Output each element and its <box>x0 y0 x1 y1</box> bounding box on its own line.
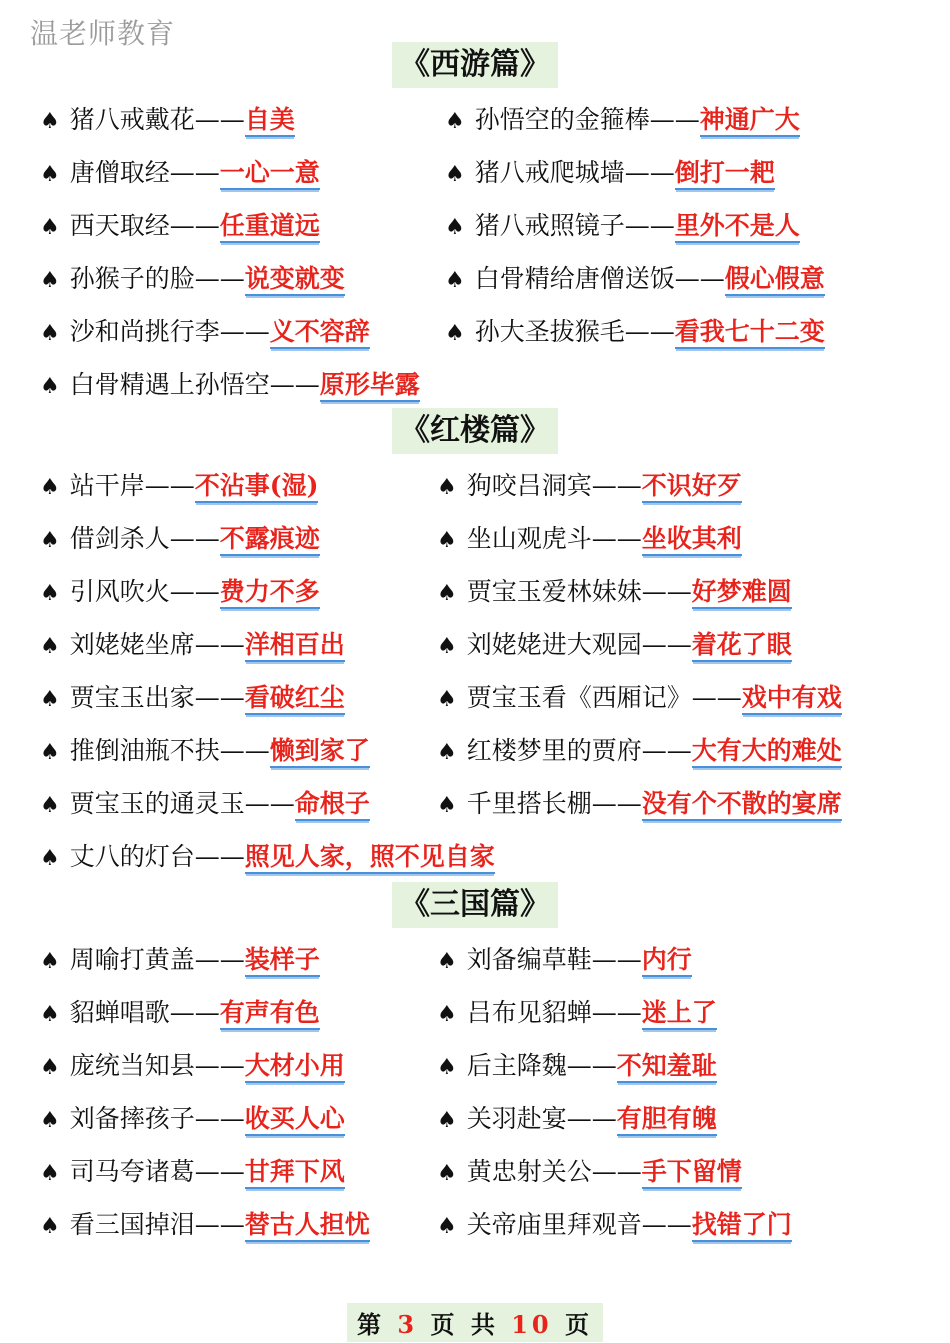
spade-icon: ♠ <box>40 1002 60 1027</box>
spade-icon: ♠ <box>40 740 60 765</box>
spade-icon: ♠ <box>437 1161 457 1186</box>
proverb-item <box>40 1152 345 1205</box>
proverb-phrase: 看三国掉泪—— <box>69 1210 245 1239</box>
proverb-answer: 找错了门 <box>692 1210 792 1242</box>
proverb-item <box>40 519 320 572</box>
proverb-answer: 原形毕露 <box>320 370 420 402</box>
proverb-answer: 神通广大 <box>700 105 800 137</box>
proverb-phrase: 引风吹火—— <box>69 577 220 606</box>
proverb-answer: 不知羞耻 <box>617 1051 717 1083</box>
proverb-phrase: 猪八戒照镜子—— <box>474 211 675 240</box>
proverb-phrase: 周喻打黄盖—— <box>69 945 245 974</box>
proverb-phrase: 关帝庙里拜观音—— <box>466 1210 692 1239</box>
proverb-item <box>40 625 345 678</box>
section-title-text: 《三国篇》 <box>392 882 558 928</box>
proverb-item <box>437 678 842 731</box>
spade-icon: ♠ <box>40 1161 60 1186</box>
proverb-answer: 有胆有魄 <box>617 1104 717 1136</box>
proverb-item <box>445 312 825 365</box>
proverb-phrase: 唐僧取经—— <box>69 158 220 187</box>
proverb-item <box>437 625 792 678</box>
spade-icon: ♠ <box>437 528 457 553</box>
proverb-answer: 不识好歹 <box>642 471 742 503</box>
proverb-item <box>40 312 370 365</box>
spade-icon: ♠ <box>40 321 60 346</box>
proverb-phrase: 关羽赴宴—— <box>466 1104 617 1133</box>
proverb-answer: 不露痕迹 <box>220 524 320 556</box>
spade-icon: ♠ <box>40 846 60 871</box>
proverb-phrase: 孙悟空的金箍棒—— <box>474 105 700 134</box>
proverb-item <box>40 153 320 206</box>
section-title <box>0 882 950 934</box>
spade-icon: ♠ <box>40 1214 60 1239</box>
proverb-item <box>437 519 742 572</box>
spade-icon: ♠ <box>40 374 60 399</box>
proverb-phrase: 黄忠射关公—— <box>466 1157 642 1186</box>
proverb-phrase: 站干岸—— <box>69 471 195 500</box>
proverb-answer: 手下留情 <box>642 1157 742 1189</box>
proverb-answer: 自美 <box>245 105 295 137</box>
proverb-phrase: 刘备编草鞋—— <box>466 945 642 974</box>
proverb-phrase: 西天取经—— <box>69 211 220 240</box>
proverb-item <box>40 678 345 731</box>
proverb-phrase: 红楼梦里的贾府—— <box>466 736 692 765</box>
page-footer <box>0 1303 950 1342</box>
proverb-answer: 任重道远 <box>220 211 320 243</box>
proverb-item <box>445 259 825 312</box>
proverb-answer: 大有大的难处 <box>692 736 842 768</box>
proverb-row <box>0 519 950 572</box>
proverb-phrase: 狗咬吕洞宾—— <box>466 471 642 500</box>
proverb-phrase: 孙猴子的脸—— <box>69 264 245 293</box>
proverb-item <box>445 153 775 206</box>
proverb-phrase: 刘姥姥进大观园—— <box>466 630 692 659</box>
proverb-row <box>0 1046 950 1099</box>
proverb-item <box>40 1099 345 1152</box>
proverb-answer: 不沾事(湿) <box>195 471 319 503</box>
proverb-phrase: 庞统当知县—— <box>69 1051 245 1080</box>
section-title <box>0 408 950 460</box>
proverb-answer: 说变就变 <box>245 264 345 296</box>
proverb-item <box>40 731 370 784</box>
proverb-phrase: 猪八戒戴花—— <box>69 105 245 134</box>
proverb-answer: 迷上了 <box>642 998 717 1030</box>
proverb-answer: 里外不是人 <box>675 211 800 243</box>
spade-icon: ♠ <box>437 634 457 659</box>
proverb-answer: 义不容辞 <box>270 317 370 349</box>
spade-icon: ♠ <box>40 475 60 500</box>
spade-icon: ♠ <box>445 268 465 293</box>
proverb-answer: 着花了眼 <box>692 630 792 662</box>
spade-icon: ♠ <box>445 321 465 346</box>
spade-icon: ♠ <box>437 1055 457 1080</box>
spade-icon: ♠ <box>40 634 60 659</box>
spade-icon: ♠ <box>40 581 60 606</box>
section-title-text: 《西游篇》 <box>392 42 558 88</box>
spade-icon: ♠ <box>437 1214 457 1239</box>
proverb-item <box>437 1205 792 1258</box>
proverb-answer: 有声有色 <box>220 998 320 1030</box>
proverb-answer: 收买人心 <box>245 1104 345 1136</box>
proverb-item <box>40 259 345 312</box>
proverb-row <box>0 1099 950 1152</box>
proverb-row <box>0 784 950 837</box>
proverb-row <box>0 1152 950 1205</box>
proverb-answer: 装样子 <box>245 945 320 977</box>
proverb-row <box>0 731 950 784</box>
spade-icon: ♠ <box>437 581 457 606</box>
proverb-phrase: 白骨精遇上孙悟空—— <box>69 370 320 399</box>
spade-icon: ♠ <box>40 109 60 134</box>
proverb-phrase: 贾宝玉出家—— <box>69 683 245 712</box>
proverb-answer: 倒打一耙 <box>675 158 775 190</box>
watermark: 温老师教育 <box>30 17 176 50</box>
proverb-item <box>437 993 717 1046</box>
proverb-row <box>0 625 950 678</box>
section-title-text: 《红楼篇》 <box>392 408 558 454</box>
proverb-phrase: 借剑杀人—— <box>69 524 220 553</box>
proverb-row <box>0 206 950 259</box>
proverb-answer: 费力不多 <box>220 577 320 609</box>
section-title <box>0 42 950 94</box>
proverb-row <box>0 572 950 625</box>
proverb-phrase: 沙和尚挑行李—— <box>69 317 270 346</box>
proverb-phrase: 貂蝉唱歌—— <box>69 998 220 1027</box>
proverb-item <box>437 940 692 993</box>
proverb-row <box>0 993 950 1046</box>
total-pages: 10 <box>511 1310 553 1339</box>
proverb-row <box>0 466 950 519</box>
proverb-answer: 坐收其利 <box>642 524 742 556</box>
spade-icon: ♠ <box>437 475 457 500</box>
spade-icon: ♠ <box>437 740 457 765</box>
proverb-item <box>40 784 370 837</box>
proverb-phrase: 司马夸诸葛—— <box>69 1157 245 1186</box>
proverb-answer: 假心假意 <box>725 264 825 296</box>
proverb-phrase: 千里搭长棚—— <box>466 789 642 818</box>
spade-icon: ♠ <box>437 793 457 818</box>
current-page: 3 <box>397 1310 419 1339</box>
proverb-item <box>437 572 792 625</box>
proverb-item <box>40 572 320 625</box>
proverb-item <box>437 1099 717 1152</box>
proverb-item <box>40 466 318 519</box>
proverb-item <box>437 1152 742 1205</box>
proverb-item <box>40 206 320 259</box>
proverb-row <box>0 153 950 206</box>
proverb-phrase: 推倒油瓶不扶—— <box>69 736 270 765</box>
proverb-item <box>40 100 295 153</box>
proverb-answer: 好梦难圆 <box>692 577 792 609</box>
proverb-phrase: 白骨精给唐僧送饭—— <box>474 264 725 293</box>
spade-icon: ♠ <box>40 687 60 712</box>
proverb-phrase: 丈八的灯台—— <box>69 842 245 871</box>
proverb-phrase: 贾宝玉爱林妹妹—— <box>466 577 692 606</box>
proverb-item <box>40 1205 370 1258</box>
proverb-answer: 看我七十二变 <box>675 317 825 349</box>
spade-icon: ♠ <box>40 528 60 553</box>
proverb-phrase: 刘姥姥坐席—— <box>69 630 245 659</box>
spade-icon: ♠ <box>437 1002 457 1027</box>
spade-icon: ♠ <box>40 1055 60 1080</box>
footer-suffix: 页 <box>564 1310 593 1339</box>
proverb-item <box>445 100 800 153</box>
proverb-answer: 甘拜下风 <box>245 1157 345 1189</box>
proverb-item <box>40 940 320 993</box>
proverb-phrase: 猪八戒爬城墙—— <box>474 158 675 187</box>
proverb-answer: 内行 <box>642 945 692 977</box>
proverb-item <box>437 784 842 837</box>
spade-icon: ♠ <box>437 1108 457 1133</box>
spade-icon: ♠ <box>40 1108 60 1133</box>
page-indicator <box>347 1303 603 1342</box>
proverb-answer: 一心一意 <box>220 158 320 190</box>
proverb-phrase: 贾宝玉的通灵玉—— <box>69 789 295 818</box>
spade-icon: ♠ <box>445 162 465 187</box>
spade-icon: ♠ <box>445 215 465 240</box>
proverb-item <box>437 1046 717 1099</box>
footer-middle: 页 共 <box>430 1310 499 1339</box>
proverb-phrase: 坐山观虎斗—— <box>466 524 642 553</box>
spade-icon: ♠ <box>40 793 60 818</box>
proverb-row <box>0 312 950 365</box>
proverb-row <box>0 100 950 153</box>
proverb-answer: 照见人家，照不见自家 <box>245 842 495 874</box>
proverb-answer: 洋相百出 <box>245 630 345 662</box>
proverb-phrase: 贾宝玉看《西厢记》—— <box>466 683 742 712</box>
proverb-item <box>437 731 842 784</box>
proverb-answer: 大材小用 <box>245 1051 345 1083</box>
proverb-answer: 懒到家了 <box>270 736 370 768</box>
spade-icon: ♠ <box>437 687 457 712</box>
proverb-phrase: 孙大圣拔猴毛—— <box>474 317 675 346</box>
proverb-answer: 看破红尘 <box>245 683 345 715</box>
proverb-phrase: 吕布见貂蝉—— <box>466 998 642 1027</box>
proverb-row <box>0 259 950 312</box>
proverb-phrase: 刘备摔孩子—— <box>69 1104 245 1133</box>
footer-prefix: 第 <box>357 1310 386 1339</box>
proverb-row <box>0 1205 950 1258</box>
spade-icon: ♠ <box>437 949 457 974</box>
proverb-item <box>445 206 800 259</box>
proverb-phrase: 后主降魏—— <box>466 1051 617 1080</box>
proverb-row <box>0 940 950 993</box>
proverb-answer: 戏中有戏 <box>742 683 842 715</box>
spade-icon: ♠ <box>40 215 60 240</box>
proverb-item <box>40 1046 345 1099</box>
proverb-answer: 命根子 <box>295 789 370 821</box>
spade-icon: ♠ <box>445 109 465 134</box>
proverb-item <box>40 993 320 1046</box>
proverb-answer: 替古人担忧 <box>245 1210 370 1242</box>
proverb-row <box>0 678 950 731</box>
spade-icon: ♠ <box>40 162 60 187</box>
spade-icon: ♠ <box>40 949 60 974</box>
spade-icon: ♠ <box>40 268 60 293</box>
proverb-answer: 没有个不散的宴席 <box>642 789 842 821</box>
proverb-item <box>437 466 742 519</box>
